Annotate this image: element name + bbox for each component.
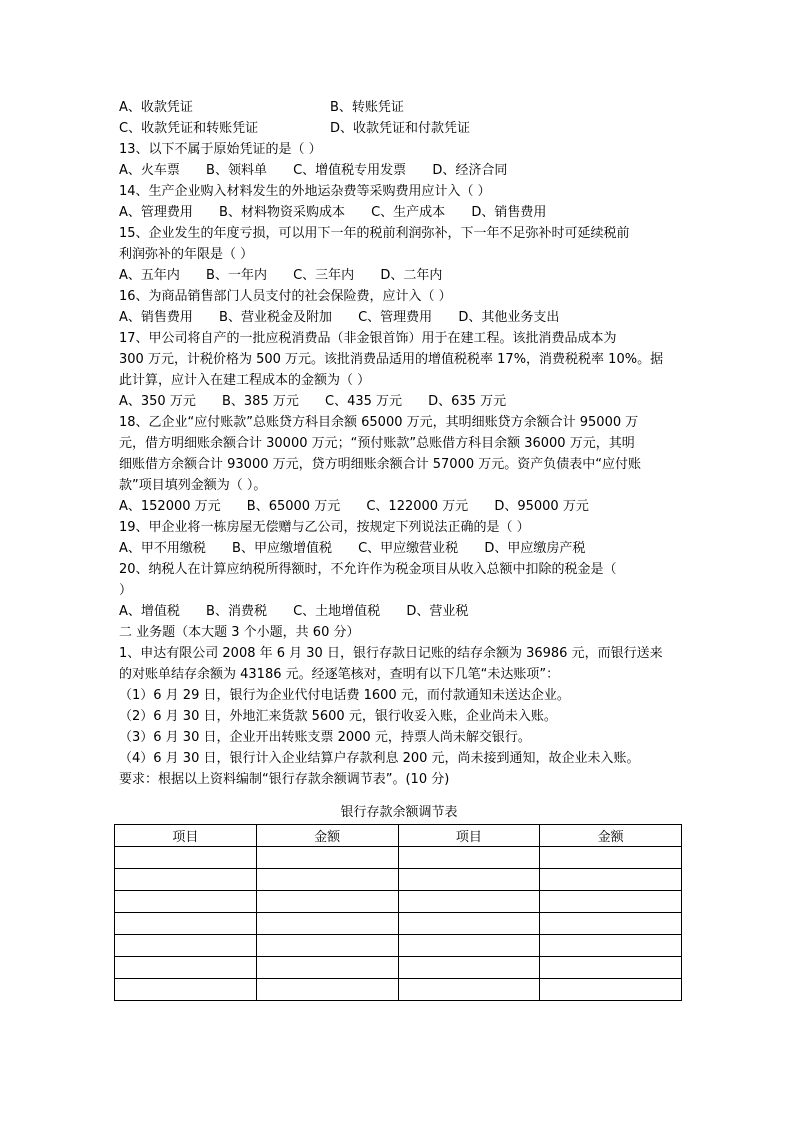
q18-stem-line4: 款”项目填列金额为（ ）。	[119, 478, 267, 493]
option-c: C、三年内	[293, 268, 355, 283]
option-b: B、材料物资采购成本	[219, 205, 345, 220]
option-c: C、增值税专用发票	[293, 163, 407, 178]
table-cell	[398, 935, 540, 957]
q17-stem-line2: 300 万元，计税价格为 500 万元。该批消费品适用的增值税税率 17%，消费税税率 10%。据	[119, 352, 664, 367]
table-cell	[256, 979, 398, 1001]
header-amount-right: 金额	[540, 825, 682, 847]
q14-options	[119, 202, 679, 223]
table-cell	[398, 847, 540, 869]
table-cell	[256, 891, 398, 913]
table-cell	[115, 891, 257, 913]
option-d: D、经济合同	[432, 163, 508, 178]
section2-intro-line2: 的对账单结存余额为 43186 元。经逐笔核对，查明有以下几笔“未达账项”：	[119, 667, 560, 682]
option-a: A、增值税	[119, 604, 180, 619]
option-d: D、95000 万元	[494, 499, 589, 514]
table-cell	[115, 847, 257, 869]
option-d: D、销售费用	[471, 205, 547, 220]
table-cell	[256, 957, 398, 979]
table-cell	[256, 847, 398, 869]
table-title: 银行存款余额调节表	[340, 805, 458, 820]
q17-options	[119, 391, 679, 412]
option-b: B、385 万元	[221, 394, 299, 409]
q15-stem-line2: 利润弥补的年限是（ ）	[119, 247, 254, 262]
option-b: B、转账凭证	[330, 100, 404, 115]
table-row	[115, 979, 682, 1001]
q20-stem-line2: ）	[119, 583, 133, 598]
table-cell	[398, 913, 540, 935]
q18-options	[119, 496, 679, 517]
section2-heading: 二 业务题（本大题 3 个小题，共 60 分）	[119, 625, 360, 640]
option-a: A、火车票	[119, 163, 180, 178]
q18-stem-line2: 元，借方明细账余额合计 30000 万元；“预付账款”总账借方科目余额 36000 万元，其明	[119, 436, 635, 451]
option-a: A、152000 万元	[119, 499, 221, 514]
q16-stem: 16、为商品销售部门人员支付的社会保险费，应计入（ ）	[119, 289, 452, 304]
table-cell	[540, 847, 682, 869]
option-c: C、生产成本	[371, 205, 446, 220]
pending-item-1: （1）6 月 29 日，银行为企业代付电话费 1600 元，而付款通知未送达企业。	[119, 688, 570, 703]
option-d: D、二年内	[380, 268, 443, 283]
option-c: C、122000 万元	[366, 499, 469, 514]
header-item-left: 项目	[115, 825, 257, 847]
q20-options	[119, 601, 679, 622]
table-cell	[398, 869, 540, 891]
option-c: C、435 万元	[325, 394, 403, 409]
option-a: A、销售费用	[119, 310, 193, 325]
table-cell	[115, 935, 257, 957]
table-cell	[540, 935, 682, 957]
option-b: B、消费税	[206, 604, 267, 619]
table-row	[115, 869, 682, 891]
option-b: B、65000 万元	[246, 499, 341, 514]
option-d: D、甲应缴房产税	[484, 541, 586, 556]
reconciliation-table	[114, 824, 682, 1001]
table-cell	[540, 979, 682, 1001]
q12-options-row1	[119, 97, 679, 118]
header-item-right: 项目	[398, 825, 540, 847]
option-a: A、管理费用	[119, 205, 193, 220]
q17-stem-line1: 17、甲公司将自产的一批应税消费品（非金银首饰）用于在建工程。该批消费品成本为	[119, 331, 617, 346]
section2-intro-line1: 1、申达有限公司 2008 年 6 月 30 日，银行存款日记账的结存余额为 36986 元，而银行送来	[119, 646, 663, 661]
q19-stem: 19、甲企业将一栋房屋无偿赠与乙公司，按规定下列说法正确的是（ ）	[119, 520, 530, 535]
option-d: D、635 万元	[428, 394, 507, 409]
option-b: B、一年内	[206, 268, 267, 283]
table-row	[115, 935, 682, 957]
table-cell	[115, 913, 257, 935]
table-cell	[398, 979, 540, 1001]
table-cell	[398, 957, 540, 979]
option-d: D、营业税	[406, 604, 469, 619]
option-a: A、350 万元	[119, 394, 196, 409]
option-c: C、管理费用	[358, 310, 433, 325]
q13-stem: 13、以下不属于原始凭证的是（ ）	[119, 142, 322, 157]
option-b: B、营业税金及附加	[219, 310, 332, 325]
option-a: A、甲不用缴税	[119, 541, 206, 556]
table-cell	[398, 891, 540, 913]
option-c: C、收款凭证和转账凭证	[119, 121, 259, 136]
q17-stem-line3: 此计算，应计入在建工程成本的金额为（ ）	[119, 373, 371, 388]
table-cell	[256, 935, 398, 957]
pending-item-3: （3）6 月 30 日，企业开出转账支票 2000 元，持票人尚未解交银行。	[119, 730, 531, 745]
q18-stem-line1: 18、乙企业“应付账款”总账贷方科目余额 65000 万元，其明细账贷方余额合计 95000 万	[119, 415, 639, 430]
table-cell	[115, 957, 257, 979]
option-c: C、土地增值税	[293, 604, 381, 619]
option-b: B、甲应缴增值税	[232, 541, 332, 556]
q18-stem-line3: 细账借方余额合计 93000 万元，贷方明细账余额合计 57000 万元。资产负债表中“应付账	[119, 457, 641, 472]
table-header-row	[115, 825, 682, 847]
option-d: D、收款凭证和付款凭证	[330, 121, 471, 136]
table-cell	[115, 979, 257, 1001]
table-cell	[256, 913, 398, 935]
option-c: C、甲应缴营业税	[358, 541, 459, 556]
pending-item-4: （4）6 月 30 日，银行计入企业结算户存款利息 200 元，尚未接到通知，故企业未入账。	[119, 751, 640, 766]
table-cell	[540, 869, 682, 891]
section2-requirement: 要求：根据以上资料编制“银行存款余额调节表”。(10 分)	[119, 772, 450, 787]
q14-stem: 14、生产企业购入材料发生的外地运杂费等采购费用应计入（ ）	[119, 184, 491, 199]
q13-options	[119, 160, 679, 181]
q19-options	[119, 538, 679, 559]
table-row	[115, 913, 682, 935]
pending-item-2: （2）6 月 30 日，外地汇来货款 5600 元，银行收妥入账，企业尚未入账。	[119, 709, 557, 724]
table-row	[115, 891, 682, 913]
option-d: D、其他业务支出	[458, 310, 560, 325]
option-b: B、领料单	[206, 163, 267, 178]
table-row	[115, 847, 682, 869]
table-row	[115, 957, 682, 979]
header-amount-left: 金额	[256, 825, 398, 847]
q20-stem-line1: 20、纳税人在计算应纳税所得额时，不允许作为税金项目从收入总额中扣除的税金是（	[119, 562, 617, 577]
table-cell	[256, 869, 398, 891]
exam-content	[119, 97, 679, 790]
option-a: A、收款凭证	[119, 100, 193, 115]
table-cell	[115, 869, 257, 891]
table-cell	[540, 891, 682, 913]
q15-stem-line1: 15、企业发生的年度亏损，可以用下一年的税前利润弥补，下一年不足弥补时可延续税前	[119, 226, 630, 241]
table-cell	[540, 957, 682, 979]
q16-options	[119, 307, 679, 328]
q15-options	[119, 265, 679, 286]
option-a: A、五年内	[119, 268, 180, 283]
q12-options-row2	[119, 118, 679, 139]
table-cell	[540, 913, 682, 935]
